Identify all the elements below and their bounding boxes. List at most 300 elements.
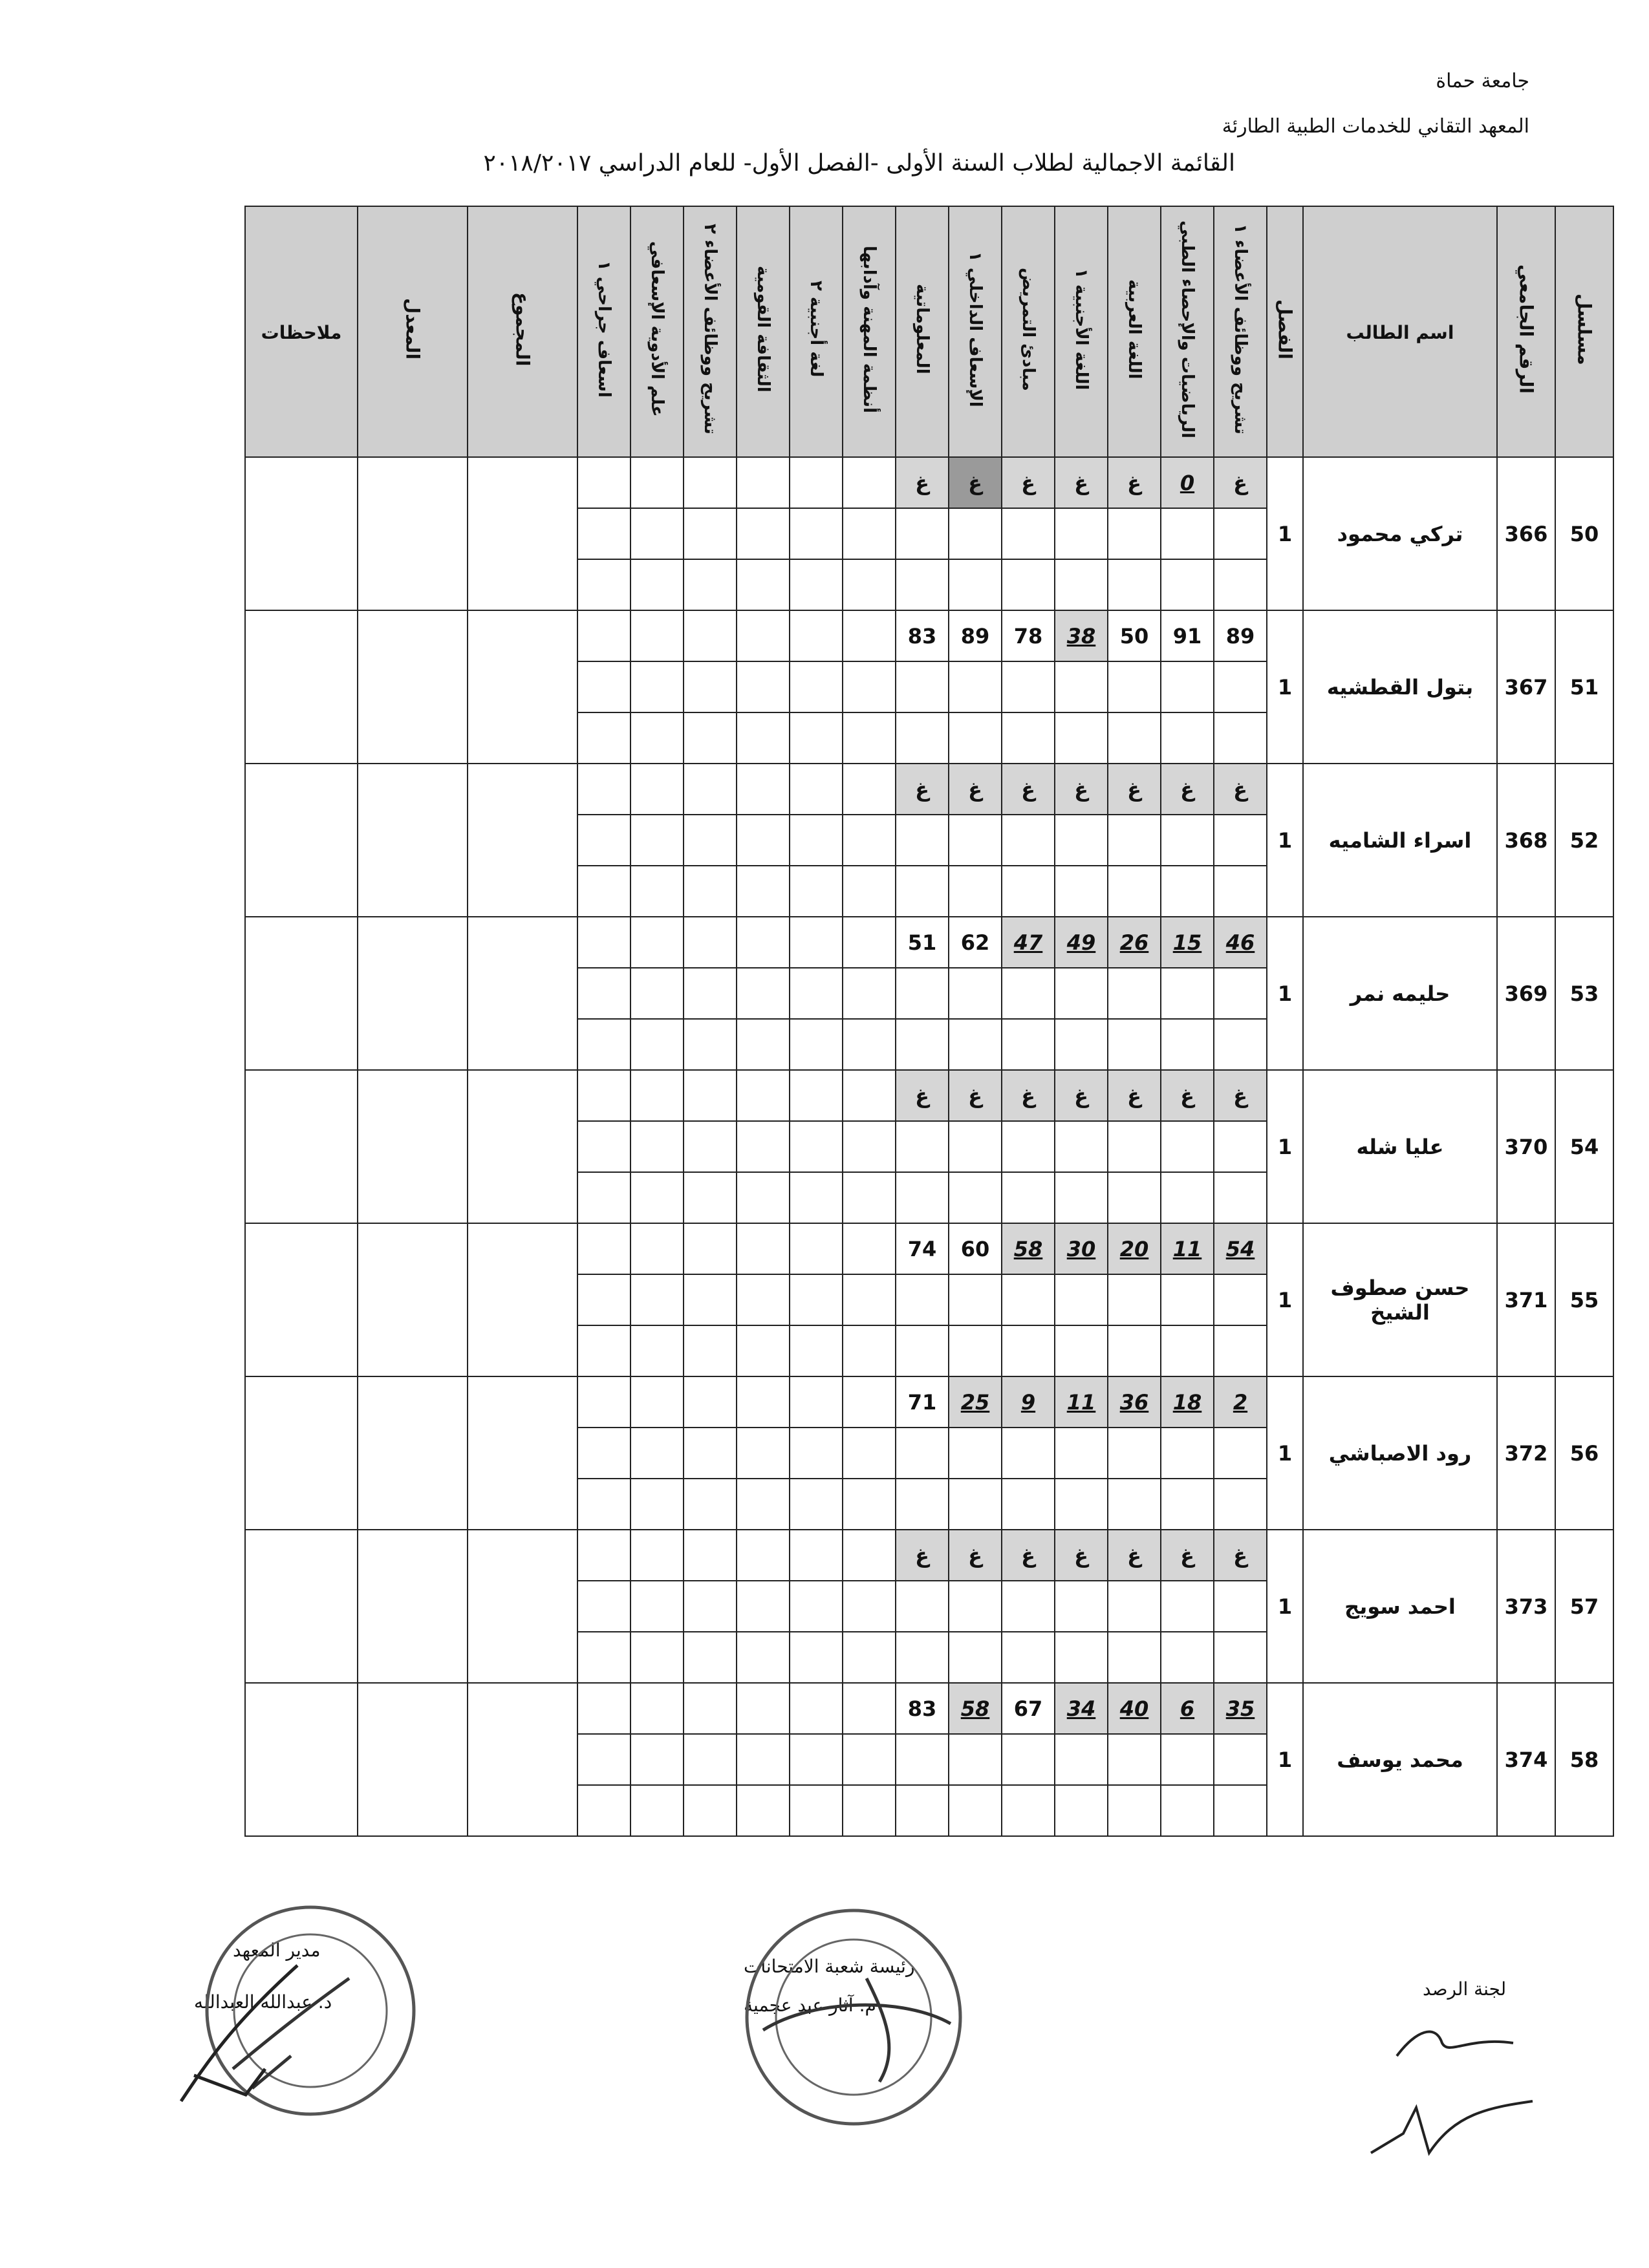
- grade-cell: [684, 1325, 737, 1376]
- grade-cell: [684, 1734, 737, 1785]
- grade-cell: [790, 968, 843, 1019]
- grade-cell: [684, 712, 737, 764]
- grade-cell: 35: [1214, 1683, 1267, 1734]
- grade-cell: [1108, 1785, 1161, 1836]
- grade-cell: [1055, 1785, 1108, 1836]
- grade-cell: [1055, 1274, 1108, 1325]
- grade-cell: 50: [1108, 610, 1161, 661]
- grade-cell: [1214, 1479, 1267, 1530]
- grade-cell: [684, 1632, 737, 1683]
- grade-cell: [843, 866, 896, 917]
- grade-cell: 49: [1055, 917, 1108, 968]
- committee-title: لجنة الرصد: [1423, 1978, 1507, 2000]
- col-subject: اسعاف جراحي ١: [577, 206, 630, 457]
- committee-signature-1: [1390, 2017, 1520, 2069]
- grade-cell: [577, 1530, 630, 1581]
- grade-cell: [737, 1325, 790, 1376]
- notes-cell: [245, 1223, 358, 1376]
- grade-cell: غ: [1002, 1530, 1055, 1581]
- grade-cell: [949, 712, 1002, 764]
- exams-head-title: رئيسة شعبة الامتحانات: [744, 1956, 915, 1977]
- col-subject: الإسعاف الداخلي ١: [949, 206, 1002, 457]
- col-name: اسم الطالب: [1303, 206, 1497, 457]
- grade-cell: غ: [1214, 457, 1267, 508]
- grade-cell: [843, 968, 896, 1019]
- grade-cell: [1002, 1274, 1055, 1325]
- grade-cell: [1055, 1734, 1108, 1785]
- grade-cell: [790, 917, 843, 968]
- exams-head-name: م. آثار عبد عجمية: [744, 1995, 876, 2016]
- grade-cell: [843, 1581, 896, 1632]
- grade-cell: [949, 1632, 1002, 1683]
- col-subject: اللغة العربية: [1108, 206, 1161, 457]
- grade-cell: [1108, 1325, 1161, 1376]
- grade-cell: [577, 1070, 630, 1121]
- grade-cell: [737, 508, 790, 559]
- col-subject: الثقافة القومية: [737, 206, 790, 457]
- grade-cell: [737, 1019, 790, 1070]
- semester-cell: 1: [1267, 764, 1303, 917]
- grade-cell: [1002, 1632, 1055, 1683]
- grade-cell: 60: [949, 1223, 1002, 1274]
- grade-cell: 91: [1161, 610, 1214, 661]
- grade-cell: [843, 1325, 896, 1376]
- grade-cell: [737, 764, 790, 815]
- grade-cell: [1161, 1121, 1214, 1172]
- grade-cell: [1055, 559, 1108, 610]
- grade-cell: [684, 1428, 737, 1479]
- grade-cell: [896, 1019, 949, 1070]
- grade-cell: [790, 1632, 843, 1683]
- grade-cell: [630, 457, 684, 508]
- grade-cell: [843, 1428, 896, 1479]
- student-name-cell: اسراء الشاميه: [1303, 764, 1497, 917]
- grade-cell: [790, 1376, 843, 1428]
- serial-cell: 50: [1555, 457, 1613, 610]
- grade-cell: [577, 1019, 630, 1070]
- grade-cell: [790, 1428, 843, 1479]
- total-cell: [468, 764, 577, 917]
- semester-cell: 1: [1267, 1070, 1303, 1223]
- total-cell: [468, 1530, 577, 1683]
- grade-cell: غ: [949, 1070, 1002, 1121]
- grade-cell: غ: [896, 457, 949, 508]
- grade-cell: [896, 1632, 949, 1683]
- grade-cell: [1108, 1428, 1161, 1479]
- grade-cell: [684, 1019, 737, 1070]
- grade-cell: [790, 1683, 843, 1734]
- grade-cell: [630, 1325, 684, 1376]
- grade-cell: 54: [1214, 1223, 1267, 1274]
- grade-cell: [630, 866, 684, 917]
- semester-cell: 1: [1267, 1530, 1303, 1683]
- grade-cell: [737, 968, 790, 1019]
- student-name-cell: احمد سويج: [1303, 1530, 1497, 1683]
- grade-cell: [684, 1683, 737, 1734]
- grade-cell: [896, 1325, 949, 1376]
- total-cell: [468, 457, 577, 610]
- grade-cell: [896, 1785, 949, 1836]
- grade-cell: [1214, 815, 1267, 866]
- student-name-cell: عليا شله: [1303, 1070, 1497, 1223]
- grade-cell: [1214, 1325, 1267, 1376]
- col-subject: اللغة الأجنبية ١: [1055, 206, 1108, 457]
- grade-cell: [896, 508, 949, 559]
- institute-name: المعهد التقاني للخدمات الطبية الطارئة: [1222, 115, 1529, 138]
- grade-cell: [630, 917, 684, 968]
- grade-cell: [1161, 1019, 1214, 1070]
- col-subject: تشريح ووظائف الأعضاء ١: [1214, 206, 1267, 457]
- grade-cell: [577, 1632, 630, 1683]
- grade-cell: [1108, 1172, 1161, 1223]
- student-name-cell: حسن صطوف الشيخ: [1303, 1223, 1497, 1376]
- grade-cell: [630, 968, 684, 1019]
- grade-cell: [949, 1428, 1002, 1479]
- grade-cell: [1002, 1479, 1055, 1530]
- grade-cell: [896, 559, 949, 610]
- grade-cell: [1055, 508, 1108, 559]
- grade-cell: [630, 764, 684, 815]
- grade-cell: [790, 815, 843, 866]
- grades-table: [244, 206, 1614, 1837]
- grade-cell: [577, 1683, 630, 1734]
- student-row: [245, 917, 1613, 968]
- grade-cell: [1161, 968, 1214, 1019]
- grade-cell: [737, 1479, 790, 1530]
- grade-cell: [1108, 661, 1161, 712]
- serial-cell: 51: [1555, 610, 1613, 764]
- grade-cell: 58: [949, 1683, 1002, 1734]
- grade-cell: [1055, 1325, 1108, 1376]
- grade-cell: [630, 610, 684, 661]
- grade-cell: [630, 815, 684, 866]
- grade-cell: [1055, 1428, 1108, 1479]
- univ-no-cell: 367: [1497, 610, 1555, 764]
- grade-cell: [949, 1172, 1002, 1223]
- grade-cell: [1002, 712, 1055, 764]
- grade-cell: [790, 1121, 843, 1172]
- grade-cell: [1214, 1019, 1267, 1070]
- grade-cell: [790, 508, 843, 559]
- grade-cell: [1055, 866, 1108, 917]
- grade-cell: [684, 1121, 737, 1172]
- grade-cell: [684, 1581, 737, 1632]
- col-subject: علم الأدوية الإسعافي: [630, 206, 684, 457]
- notes-cell: [245, 610, 358, 764]
- grade-cell: [1108, 968, 1161, 1019]
- grade-cell: [1002, 815, 1055, 866]
- grade-cell: [949, 508, 1002, 559]
- student-row: [245, 1683, 1613, 1734]
- grade-cell: [577, 1376, 630, 1428]
- grade-cell: [1055, 1121, 1108, 1172]
- grade-cell: [896, 661, 949, 712]
- student-row: [245, 457, 1613, 508]
- grade-cell: [843, 1479, 896, 1530]
- grade-cell: [896, 815, 949, 866]
- grade-cell: [684, 1479, 737, 1530]
- grade-cell: [577, 764, 630, 815]
- average-cell: [358, 917, 468, 1070]
- col-subject: أنظمة المهنة وآدابها: [843, 206, 896, 457]
- grade-cell: [684, 1070, 737, 1121]
- grade-cell: [1161, 1734, 1214, 1785]
- grade-cell: [684, 1274, 737, 1325]
- grade-cell: [1108, 559, 1161, 610]
- grade-cell: 67: [1002, 1683, 1055, 1734]
- grade-cell: [1055, 815, 1108, 866]
- grade-cell: [1214, 1172, 1267, 1223]
- grade-cell: 78: [1002, 610, 1055, 661]
- grade-cell: [949, 1734, 1002, 1785]
- average-cell: [358, 764, 468, 917]
- grade-cell: 51: [896, 917, 949, 968]
- grade-cell: [843, 1070, 896, 1121]
- student-row: [245, 1223, 1613, 1274]
- grade-cell: [790, 1734, 843, 1785]
- grade-cell: [630, 1428, 684, 1479]
- grade-cell: [843, 712, 896, 764]
- grade-cell: [684, 661, 737, 712]
- grade-cell: [1161, 1274, 1214, 1325]
- grade-cell: غ: [896, 1530, 949, 1581]
- grade-cell: [684, 1376, 737, 1428]
- average-cell: [358, 1683, 468, 1836]
- grade-cell: [1002, 1734, 1055, 1785]
- grade-cell: [1108, 1581, 1161, 1632]
- grade-cell: [1108, 1019, 1161, 1070]
- grade-cell: [737, 1376, 790, 1428]
- document-title: القائمة الاجمالية لطلاب السنة الأولى -الفصل الأول- للعام الدراسي ٢٠١٨/٢٠١٧: [483, 150, 1235, 177]
- grade-cell: [896, 1428, 949, 1479]
- grade-cell: [949, 1019, 1002, 1070]
- grade-cell: [790, 1530, 843, 1581]
- grade-cell: 25: [949, 1376, 1002, 1428]
- grade-cell: [949, 1581, 1002, 1632]
- grade-cell: [630, 1070, 684, 1121]
- grade-cell: [790, 1325, 843, 1376]
- grade-cell: 36: [1108, 1376, 1161, 1428]
- grade-cell: [737, 866, 790, 917]
- univ-no-cell: 370: [1497, 1070, 1555, 1223]
- grade-cell: [843, 1734, 896, 1785]
- grade-cell: [949, 815, 1002, 866]
- grade-cell: [577, 1734, 630, 1785]
- grade-cell: 11: [1161, 1223, 1214, 1274]
- grade-cell: [684, 815, 737, 866]
- grade-cell: 6: [1161, 1683, 1214, 1734]
- grade-cell: [843, 661, 896, 712]
- grade-cell: [843, 1274, 896, 1325]
- col-subject: المعلوماتية: [896, 206, 949, 457]
- serial-cell: 53: [1555, 917, 1613, 1070]
- grade-cell: [1108, 1632, 1161, 1683]
- grade-cell: [1002, 1785, 1055, 1836]
- grade-cell: [949, 1325, 1002, 1376]
- serial-cell: 58: [1555, 1683, 1613, 1836]
- grade-cell: غ: [1161, 1530, 1214, 1581]
- grade-cell: [577, 1121, 630, 1172]
- grade-cell: [1214, 559, 1267, 610]
- serial-cell: 57: [1555, 1530, 1613, 1683]
- grade-cell: [1055, 661, 1108, 712]
- notes-cell: [245, 764, 358, 917]
- grade-cell: [1002, 968, 1055, 1019]
- univ-no-cell: 373: [1497, 1530, 1555, 1683]
- grade-cell: [1214, 1632, 1267, 1683]
- student-name-cell: بتول القطشيه: [1303, 610, 1497, 764]
- grade-cell: [577, 712, 630, 764]
- univ-no-cell: 372: [1497, 1376, 1555, 1530]
- grade-cell: [1214, 712, 1267, 764]
- notes-cell: [245, 917, 358, 1070]
- grade-cell: [843, 1683, 896, 1734]
- grade-cell: [843, 1376, 896, 1428]
- grade-cell: غ: [1108, 457, 1161, 508]
- grade-cell: [1214, 1121, 1267, 1172]
- grade-cell: 40: [1108, 1683, 1161, 1734]
- director-title: مدير المعهد: [233, 1940, 321, 1961]
- grade-cell: 74: [896, 1223, 949, 1274]
- grade-cell: [684, 610, 737, 661]
- grade-cell: غ: [1108, 1530, 1161, 1581]
- grade-cell: 83: [896, 1683, 949, 1734]
- notes-cell: [245, 1683, 358, 1836]
- grade-cell: [577, 917, 630, 968]
- header-row: [245, 206, 1613, 457]
- grade-cell: [1002, 1121, 1055, 1172]
- grade-cell: 46: [1214, 917, 1267, 968]
- grade-cell: [630, 1734, 684, 1785]
- grade-cell: [843, 1530, 896, 1581]
- grade-cell: [896, 1734, 949, 1785]
- grade-cell: [630, 1274, 684, 1325]
- grade-cell: [790, 457, 843, 508]
- average-cell: [358, 1376, 468, 1530]
- grade-cell: 15: [1161, 917, 1214, 968]
- committee-signature-2: [1358, 2088, 1539, 2166]
- notes-cell: [245, 1376, 358, 1530]
- director-name: د. عبدالله العبدالله: [194, 1991, 332, 2013]
- grade-cell: [737, 1172, 790, 1223]
- total-cell: [468, 1683, 577, 1836]
- grade-cell: 30: [1055, 1223, 1108, 1274]
- col-serial: مسلسل: [1555, 206, 1613, 457]
- grade-cell: غ: [1002, 764, 1055, 815]
- notes-cell: [245, 1530, 358, 1683]
- average-cell: [358, 610, 468, 764]
- grade-cell: [790, 1019, 843, 1070]
- grade-cell: [630, 1785, 684, 1836]
- grade-cell: [577, 1479, 630, 1530]
- grade-cell: [790, 1274, 843, 1325]
- grade-cell: [790, 1581, 843, 1632]
- grade-cell: [790, 712, 843, 764]
- col-semester: الفصل: [1267, 206, 1303, 457]
- grade-cell: [630, 1530, 684, 1581]
- grade-cell: [684, 1223, 737, 1274]
- grade-cell: [790, 1223, 843, 1274]
- exams-stamp: [737, 1901, 970, 2134]
- serial-cell: 52: [1555, 764, 1613, 917]
- grade-cell: [949, 866, 1002, 917]
- grade-cell: [843, 1121, 896, 1172]
- grade-cell: [577, 610, 630, 661]
- grade-cell: [1055, 1019, 1108, 1070]
- grade-cell: [1002, 1172, 1055, 1223]
- student-row: [245, 1530, 1613, 1581]
- grade-cell: [790, 610, 843, 661]
- grade-cell: [1214, 1734, 1267, 1785]
- total-cell: [468, 1376, 577, 1530]
- grade-cell: [577, 1785, 630, 1836]
- univ-no-cell: 369: [1497, 917, 1555, 1070]
- grade-cell: [1214, 968, 1267, 1019]
- col-univ-no: الرقم الجامعي: [1497, 206, 1555, 457]
- grade-cell: 9: [1002, 1376, 1055, 1428]
- grade-cell: [630, 1479, 684, 1530]
- grade-cell: [1214, 661, 1267, 712]
- grade-cell: [577, 815, 630, 866]
- grade-cell: [630, 1223, 684, 1274]
- grade-cell: 83: [896, 610, 949, 661]
- grade-cell: [843, 815, 896, 866]
- grade-cell: غ: [1055, 1530, 1108, 1581]
- grade-cell: [1161, 866, 1214, 917]
- semester-cell: 1: [1267, 1376, 1303, 1530]
- grade-cell: غ: [1108, 1070, 1161, 1121]
- serial-cell: 54: [1555, 1070, 1613, 1223]
- grade-cell: [1108, 815, 1161, 866]
- univ-no-cell: 371: [1497, 1223, 1555, 1376]
- univ-no-cell: 368: [1497, 764, 1555, 917]
- grade-cell: [1002, 559, 1055, 610]
- grade-cell: [1214, 866, 1267, 917]
- notes-cell: [245, 1070, 358, 1223]
- grade-cell: [1055, 1172, 1108, 1223]
- average-cell: [358, 1223, 468, 1376]
- grade-cell: [1161, 559, 1214, 610]
- grade-cell: 71: [896, 1376, 949, 1428]
- grade-cell: [790, 559, 843, 610]
- total-cell: [468, 1223, 577, 1376]
- grade-cell: 89: [949, 610, 1002, 661]
- grade-cell: [843, 610, 896, 661]
- grade-cell: [1214, 1274, 1267, 1325]
- grade-cell: [737, 1632, 790, 1683]
- student-name-cell: رود الاصباشي: [1303, 1376, 1497, 1530]
- grade-cell: [790, 661, 843, 712]
- grade-cell: [896, 968, 949, 1019]
- semester-cell: 1: [1267, 917, 1303, 1070]
- grade-cell: [737, 1530, 790, 1581]
- grade-cell: 11: [1055, 1376, 1108, 1428]
- grade-cell: 47: [1002, 917, 1055, 968]
- semester-cell: 1: [1267, 1223, 1303, 1376]
- grade-cell: 38: [1055, 610, 1108, 661]
- grade-cell: [737, 661, 790, 712]
- grade-cell: [737, 1121, 790, 1172]
- grade-cell: [577, 661, 630, 712]
- student-row: [245, 610, 1613, 661]
- student-row: [245, 1070, 1613, 1121]
- grade-cell: غ: [949, 1530, 1002, 1581]
- grade-cell: [843, 1785, 896, 1836]
- average-cell: [358, 1530, 468, 1683]
- grade-cell: [949, 559, 1002, 610]
- grade-cell: [684, 764, 737, 815]
- grade-cell: غ: [1214, 1530, 1267, 1581]
